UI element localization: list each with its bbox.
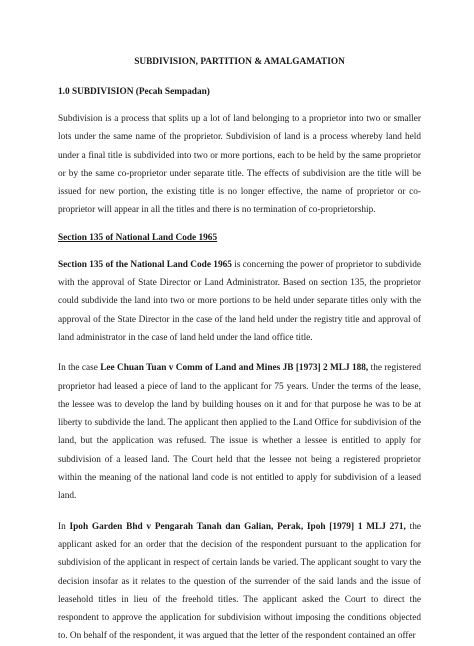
statute-reference: Section 135 of the National Land Code 1965: [58, 259, 232, 270]
section-heading-subdivision: 1.0 SUBDIVISION (Pecah Sempadan): [58, 87, 210, 97]
case-citation: Ipoh Garden Bhd v Pengarah Tanah dan Galian, Perak, Ipoh [1979] 1 MLJ 271,: [69, 521, 406, 532]
paragraph-text: is concerning the power of proprietor to subdivide with the approval of State Director or Land Administrator. Based on section 135, the proprietor could subdivide the land into two or more portions to be held under separate titles only with the approval of the State Director in the case of the land held under the registry title and approval of land administrator in the case of land held under the land office title.: [58, 259, 421, 343]
paragraph-case-lee-chuan-tuan: [58, 359, 421, 505]
document-page: [58, 56, 421, 646]
paragraph-subdivision-definition: [58, 110, 421, 220]
case-citation: Lee Chuan Tuan v Comm of Land and Mines JB [1973] 2 MLJ 188,: [100, 363, 369, 374]
section-heading-section-135: Section 135 of National Land Code 1965: [58, 232, 218, 243]
paragraph-text: the applicant asked for an order that the decision of the respondent pursuant to the application for subdivision of the applicant in respect of certain lands be varied. The applicant sought to vary the decision insofar as it relates to the question of the surrender of the said lands and the issue of leasehold titles in lieu of the freehold titles. The applicant asked the Court to direct the respondent to approve the application for subdivision without imposing the conditions objected to. On behalf of the respondent, it was argued that the letter of the respondent contained an offer: [58, 521, 421, 642]
paragraph-text: In: [58, 521, 70, 532]
document-title: SUBDIVISION, PARTITION & AMALGAMATION: [134, 57, 345, 67]
paragraph-section-135: [58, 256, 421, 347]
paragraph-case-ipoh-garden: [58, 518, 421, 646]
paragraph-text: In the case: [58, 363, 101, 374]
paragraph-text: Subdivision is a process that splits up a lot of land belonging to a proprietor into two or smaller lots under the same name of the proprietor. Subdivision of land is a process whereby land held under a final title is subdivided into two or more portions, each to be held by the same proprietor or by the same co-proprietor under separate title. The effects of subdivision are the title will be issued for new portion, the existing title is no longer effective, the name of proprietor or co-proprietor will appear in all the titles and there is no termination of co-proprietorship.: [58, 114, 421, 216]
paragraph-text: the registered proprietor had leased a piece of land to the applicant for 75 years. Under the terms of the lease, the lessee was to develop the land by building houses on it and for that purpose he was to be at liberty to subdivide the land. The applicant then applied to the Land Office for subdivision of the land, but the application was refused. The issue is whether a lessee is entitled to apply for subdivision of a leased land. The Court held that the lessee not being a registered proprietor within the meaning of the national land code is not entitled to apply for subdivision of a leased land.: [58, 363, 421, 502]
